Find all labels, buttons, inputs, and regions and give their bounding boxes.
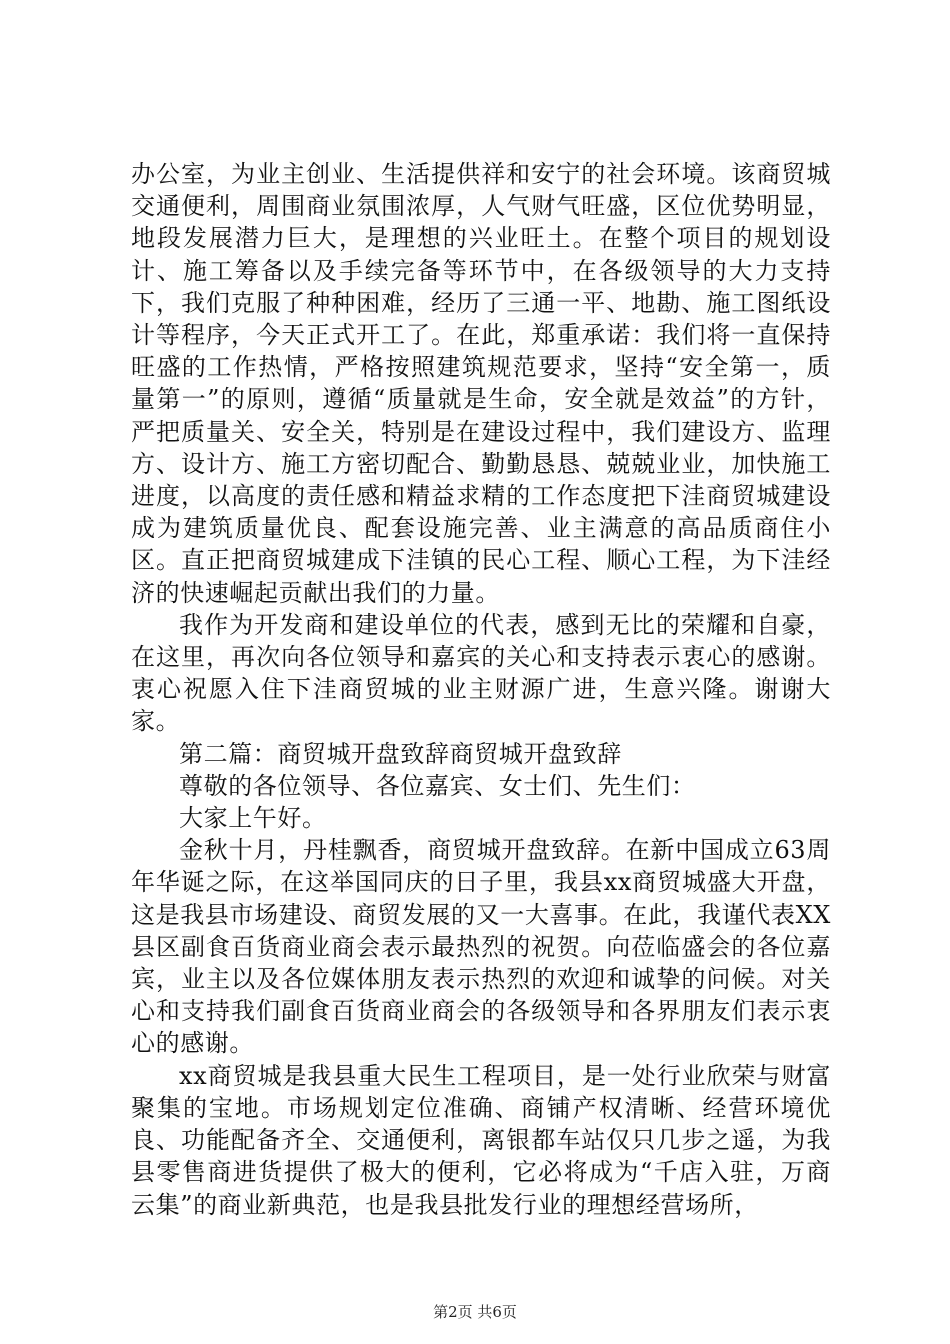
page-number-footer: 第2页 共6页 [433, 1303, 517, 1321]
body-paragraph: 我作为开发商和建设单位的代表，感到无比的荣耀和自豪，在这里，再次向各位领导和嘉宾的关心和支持表示衷心的感谢。衷心祝愿入住下洼商贸城的业主财源广进，生意兴隆。谢谢大家。 [131, 610, 831, 736]
body-paragraph: 办公室，为业主创业、生活提供祥和安宁的社会环境。该商贸城交通便利，周围商业氛围浓厚，人气财气旺盛，区位优势明显，地段发展潜力巨大，是理想的兴业旺土。在整个项目的规划设计、施工筹备以及手续完备等环节中，在各级领导的大力支持下，我们克服了种种困难，经历了三通一平、地勘、施工图纸设计等程序，今天正式开工了。在此，郑重承诺：我们将一直保持旺盛的工作热情，严格按照建筑规范要求，坚持“安全第一，质量第一”的原则，遵循“质量就是生命，安全就是效益”的方针，严把质量关、安全关，特别是在建设过程中，我们建设方、监理方、设计方、施工方密切配合、勤勤恳恳、兢兢业业，加快施工进度，以高度的责任感和精益求精的工作态度把下洼商贸城建设成为建筑质量优良、配套设施完善、业主满意的高品质商住小区。直正把商贸城建成下洼镇的民心工程、顺心工程，为下洼经济的快速崛起贡献出我们的力量。 [131, 160, 831, 607]
section-heading: 第二篇：商贸城开盘致辞商贸城开盘致辞 [179, 739, 622, 768]
document-body [131, 158, 831, 1221]
salutation: 尊敬的各位领导、各位嘉宾、女士们、先生们： [179, 771, 696, 800]
greeting: 大家上午好。 [179, 804, 327, 833]
body-paragraph: xx商贸城是我县重大民生工程项目，是一处行业欣荣与财富聚集的宝地。市场规划定位准确、商铺产权清晰、经营环境优良、功能配备齐全、交通便利，离银都车站仅只几步之遥，为我县零售商进货提供了极大的便利，它必将成为“千店入驻，万商云集”的商业新典范，也是我县批发行业的理想经营场所， [131, 1061, 831, 1219]
body-paragraph: 金秋十月，丹桂飘香，商贸城开盘致辞。在新中国成立63周年华诞之际，在这举国同庆的日子里，我县xx商贸城盛大开盘，这是我县市场建设、商贸发展的又一大喜事。在此，我谨代表XX县区副食百货商业商会表示最热烈的祝贺。向莅临盛会的各位嘉宾，业主以及各位媒体朋友表示热烈的欢迎和诚挚的问候。对关心和支持我们副食百货商业商会的各级领导和各界朋友们表示衷心的感谢。 [131, 836, 831, 1058]
